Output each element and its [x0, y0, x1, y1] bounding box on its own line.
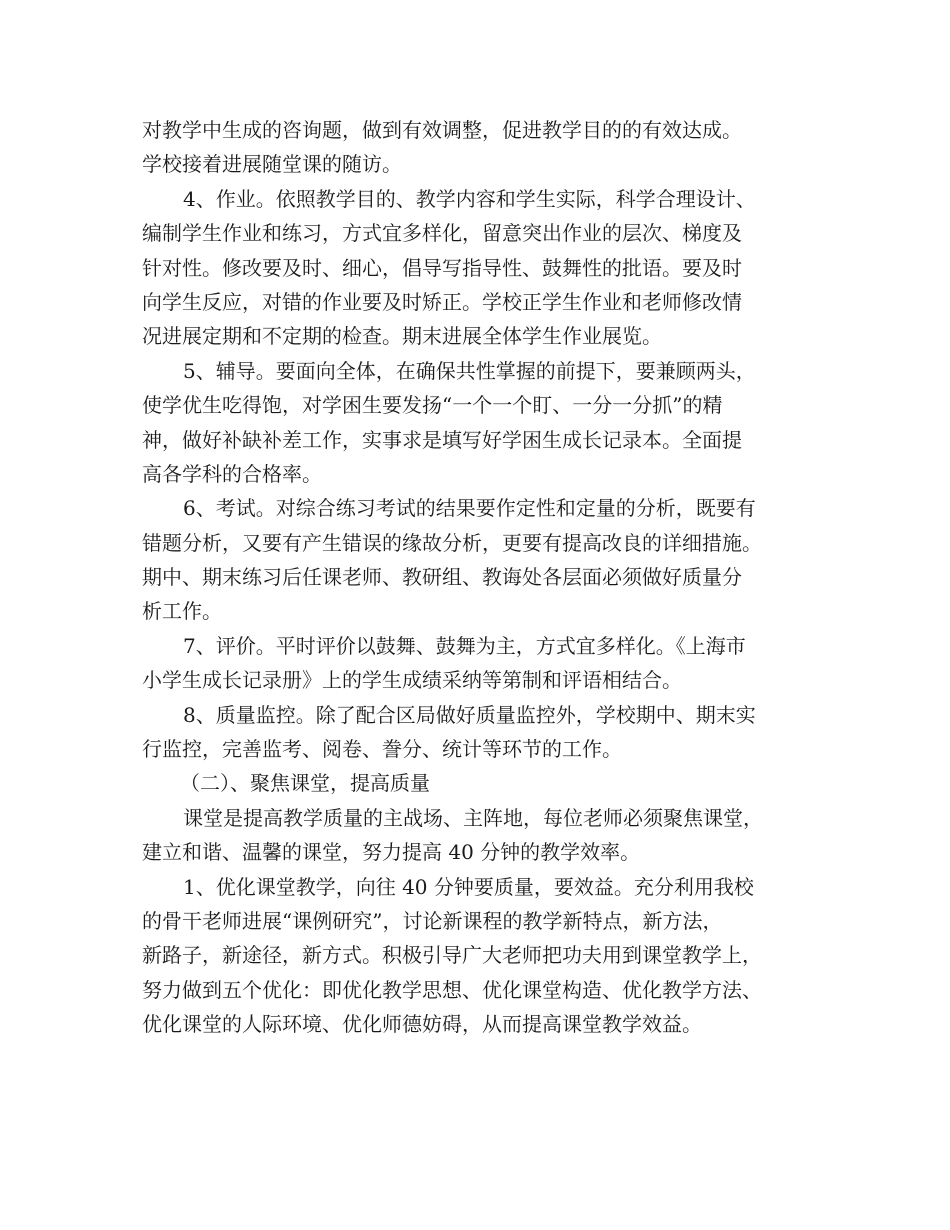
text-line: 行监控，完善监考、阅卷、誊分、统计等环节的工作。 — [142, 737, 622, 762]
text-line: 课堂是提高教学质量的主战场、主阵地，每位老师必须聚焦课堂， — [183, 805, 763, 830]
text-line: 对教学中生成的咨询题，做到有效调整，促进教学目的的有效达成。 — [142, 118, 742, 142]
text-line: 优化课堂的人际环境、优化师德妨碍，从而提高课堂教学效益。 — [142, 1012, 702, 1037]
text-line: 8、质量监控。除了配合区局做好质量监控外，学校期中、期末实 — [183, 702, 756, 727]
text-line: 向学生反应，对错的作业要及时矫正。学校正学生作业和老师修改情 — [142, 289, 742, 314]
text-line: 神，做好补缺补差工作，实事求是填写好学困生成长记录本。全面提 — [142, 427, 742, 452]
text-line: 析工作。 — [142, 599, 222, 624]
text-line: 6、考试。对综合练习考试的结果要作定性和定量的分析，既要有 — [183, 496, 756, 521]
text-line: 1、优化课堂教学，向往 40 分钟要质量，要效益。充分利用我校 — [183, 874, 754, 899]
text-line: 编制学生作业和练习，方式宜多样化，留意突出作业的层次、梯度及 — [142, 221, 742, 246]
text-line: 7、评价。平时评价以鼓舞、鼓舞为主，方式宜多样化。《上海市 — [183, 633, 746, 658]
text-line: 使学优生吃得饱，对学困生要发扬“一个一个盯、一分一分抓”的精 — [142, 393, 723, 418]
text-line: 高各学科的合格率。 — [142, 461, 322, 486]
text-line: 4、作业。依照教学目的、教学内容和学生实际，科学合理设计、 — [183, 186, 756, 211]
text-line: 况进展定期和不定期的检查。期末进展全体学生作业展览。 — [142, 324, 662, 349]
text-line: 5、辅导。要面向全体，在确保共性掌握的前提下，要兼顾两头， — [183, 358, 756, 383]
text-line: 努力做到五个优化：即优化教学思想、优化课堂构造、优化教学方法、 — [142, 977, 762, 1002]
text-line: 的骨干老师进展“课例研究”，讨论新课程的教学新特点，新方法， — [142, 908, 723, 933]
document-page — [142, 113, 827, 1042]
text-line: 期中、期末练习后任课老师、教研组、教诲处各层面必须做好质量分 — [142, 565, 742, 590]
text-line: 针对性。修改要及时、细心，倡导写指导性、鼓舞性的批语。要及时 — [142, 255, 742, 280]
text-line: 学校接着进展随堂课的随访。 — [142, 152, 402, 177]
text-line: （二）、聚焦课堂，提高质量 — [180, 771, 430, 796]
text-line: 小学生成长记录册》上的学生成绩采纳等第制和评语相结合。 — [142, 668, 682, 693]
text-line: 错题分析，又要有产生错误的缘故分析，更要有提高改良的详细措施。 — [142, 530, 762, 555]
text-line: 建立和谐、温馨的课堂，努力提高 40 分钟的教学效率。 — [142, 840, 641, 865]
text-line: 新路子，新途径，新方式。积极引导广大老师把功夫用到课堂教学上， — [142, 943, 762, 968]
